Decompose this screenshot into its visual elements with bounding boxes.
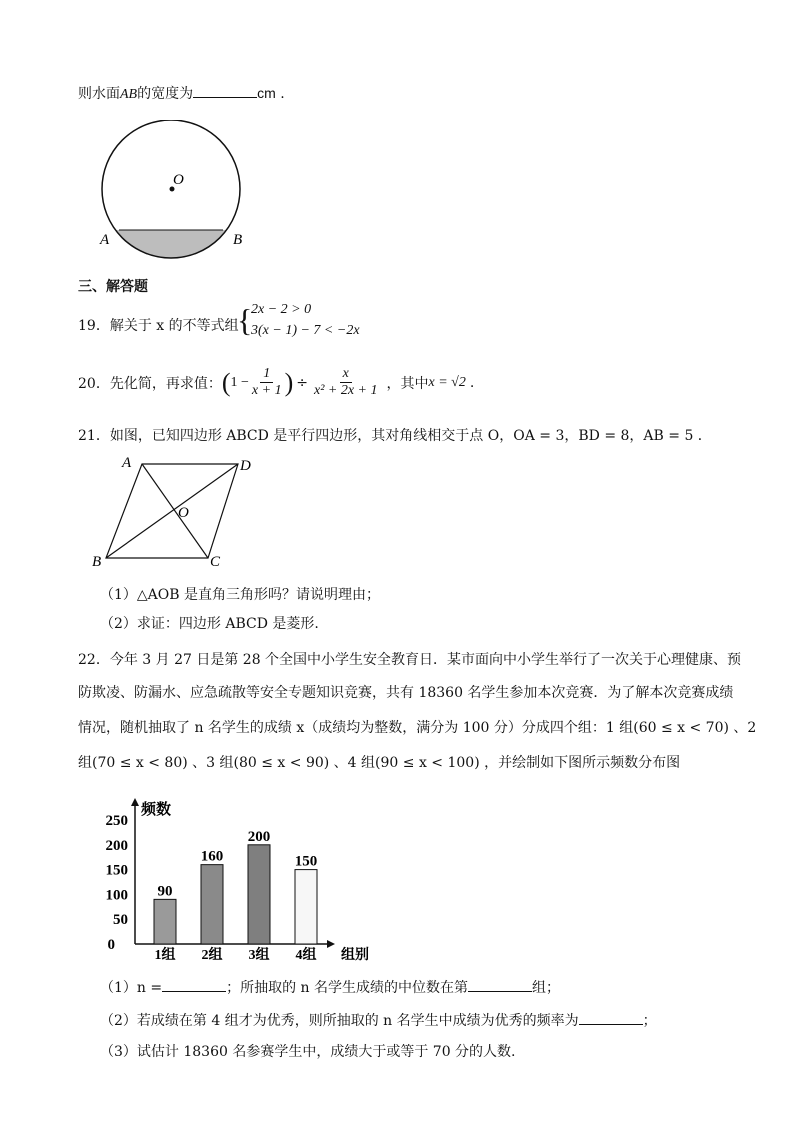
text: 的宽度为 bbox=[137, 86, 194, 102]
bar bbox=[248, 845, 270, 944]
q22-line-2: 防欺凌、防漏水、应急疏散等安全专题知识竞赛，共有 18360 名学生参加本次竞赛．为了解本次竞赛成绩 bbox=[78, 685, 734, 701]
q22-line-3: 情况，随机抽取了 n 名学生的成绩 x（成绩均为整数，满分为 100 分）分成四个组：1 组(60 ≤ x < 70) 、2 bbox=[78, 720, 757, 736]
x-tick-label: 4组 bbox=[295, 948, 317, 963]
y-tick-label: 250 bbox=[105, 813, 128, 829]
label-b: B bbox=[92, 554, 102, 570]
text: （1）n = bbox=[100, 980, 163, 996]
bar bbox=[154, 899, 176, 944]
divide-sign: ÷ bbox=[296, 374, 308, 391]
text: （2）若成绩在第 4 组才为优秀，则所抽取的 n 名学生中成绩为优秀的频率为 bbox=[100, 1013, 579, 1029]
text: ；所抽取的 n 名学生成绩的中位数在第 bbox=[226, 980, 469, 996]
bar bbox=[295, 870, 317, 944]
q21-part1: （1）△AOB 是直角三角形吗？请说明理由； bbox=[100, 587, 380, 603]
x-axis-title: 组别 bbox=[341, 948, 369, 963]
ineq-2: 3(x − 1) − 7 < −2x bbox=[251, 323, 360, 338]
condition-prefix: ，其中 bbox=[386, 375, 429, 392]
y-axis-arrow bbox=[131, 798, 139, 806]
period: . bbox=[280, 86, 285, 102]
label-a: A bbox=[122, 455, 132, 471]
label-b: B bbox=[233, 232, 243, 248]
y-tick-label: 200 bbox=[105, 837, 128, 854]
q21-text: 21．如图，已知四边形 ABCD 是平行四边形，其对角线相交于点 O，OA = 3，BD = 8，AB = 5 ． bbox=[78, 428, 712, 444]
period: . bbox=[469, 374, 475, 391]
x-axis-arrow bbox=[327, 940, 335, 948]
text: 则水面 bbox=[78, 86, 120, 102]
y-axis-title: 频数 bbox=[141, 802, 172, 818]
bar-value-label: 150 bbox=[294, 853, 318, 870]
x-tick-label: 2组 bbox=[201, 948, 223, 963]
x-tick-label: 3组 bbox=[248, 948, 270, 963]
x-tick-label: 1组 bbox=[154, 948, 176, 963]
answer-blank-frequency[interactable] bbox=[579, 1010, 643, 1025]
label-d: D bbox=[240, 458, 251, 474]
label-ab: AB bbox=[120, 87, 138, 102]
label-o: O bbox=[178, 505, 189, 521]
denominator: x² + 2x + 1 bbox=[313, 383, 378, 398]
fraction-1 bbox=[249, 366, 285, 399]
fraction-2 bbox=[311, 366, 381, 399]
y-tick-label: 150 bbox=[105, 862, 128, 879]
denominator: x + 1 bbox=[251, 383, 282, 398]
frequency-bar-chart bbox=[95, 796, 375, 964]
answer-blank-n[interactable] bbox=[162, 977, 226, 992]
one-minus: 1 − bbox=[230, 374, 249, 390]
section-title: 三、解答题 bbox=[78, 279, 148, 295]
label-a: A bbox=[100, 232, 110, 248]
q21-part2: （2）求证：四边形 ABCD 是菱形. bbox=[100, 616, 319, 632]
answer-blank[interactable] bbox=[193, 83, 257, 98]
diagonal-ac bbox=[142, 464, 208, 558]
q22-line-1: 22．今年 3 月 27 日是第 28 个全国中小学生安全教育日．某市面向中小学生举行了一次关于心理健康、预 bbox=[78, 652, 742, 668]
text: 组； bbox=[532, 980, 561, 996]
y-tick-label: 100 bbox=[105, 887, 128, 904]
diagonal-bd bbox=[106, 464, 238, 558]
q20-line bbox=[78, 366, 474, 399]
bar-value-label: 90 bbox=[157, 883, 173, 900]
bar bbox=[201, 865, 223, 944]
unit: cm bbox=[257, 85, 276, 101]
chart-layer bbox=[106, 798, 370, 963]
q19-text bbox=[78, 315, 239, 335]
label-o: O bbox=[173, 172, 184, 188]
q22-line-4: 组(70 ≤ x < 80) 、3 组(80 ≤ x < 90) 、4 组(90 ≤ x < 100) ，并绘制如下图所示频数分布图 bbox=[78, 755, 681, 771]
q-number: 19． bbox=[78, 318, 110, 334]
label-c: C bbox=[210, 554, 221, 570]
ineq-1: 2x − 2 > 0 bbox=[251, 302, 312, 317]
parallelogram-figure bbox=[90, 452, 270, 570]
paren-open: ( bbox=[221, 367, 231, 397]
y-tick-label: 0 bbox=[107, 937, 115, 953]
condition: x = √2 bbox=[428, 374, 466, 390]
numerator: 1 bbox=[260, 366, 273, 383]
q-stem: 解关于 x 的不等式组 bbox=[109, 318, 239, 334]
q22-part3: （3）试估计 18360 名参赛学生中，成绩大于或等于 70 分的人数. bbox=[100, 1044, 516, 1060]
circle-figure bbox=[92, 120, 262, 260]
q22-part1 bbox=[100, 977, 560, 997]
q-number: 20． bbox=[78, 375, 110, 392]
bar-value-label: 160 bbox=[200, 848, 224, 865]
paren-close: ) bbox=[284, 367, 294, 397]
brace: { bbox=[237, 302, 253, 338]
q22-part2 bbox=[100, 1010, 657, 1030]
text: ； bbox=[642, 1013, 657, 1029]
answer-blank-median-group[interactable] bbox=[468, 977, 532, 992]
q-stem: 先化简，再求值： bbox=[109, 375, 222, 392]
y-tick-label: 50 bbox=[113, 912, 128, 929]
numerator: x bbox=[340, 366, 352, 383]
bar-value-label: 200 bbox=[247, 828, 271, 845]
water-width-line bbox=[78, 83, 285, 103]
